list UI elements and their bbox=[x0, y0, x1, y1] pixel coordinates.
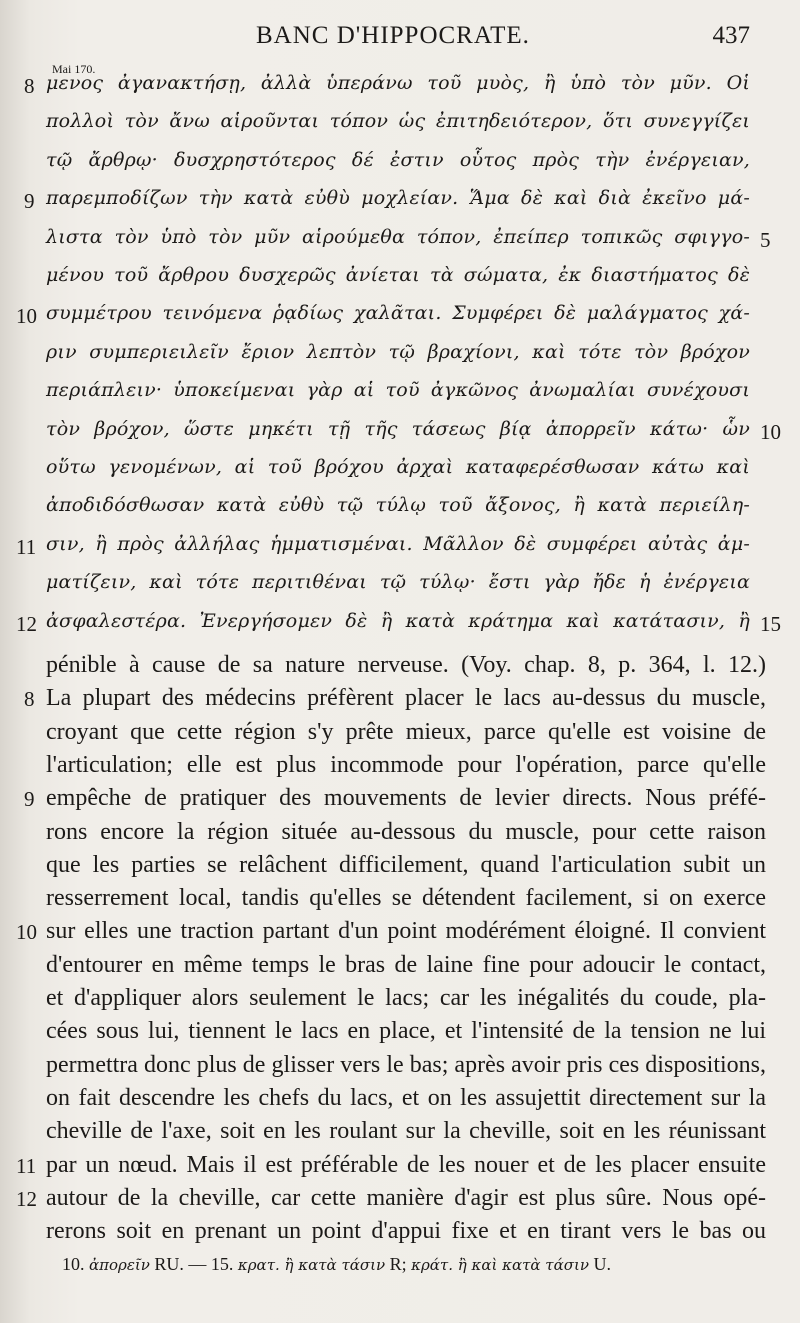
footnote-sigla-1: RU. — 15. bbox=[154, 1254, 234, 1274]
greek-section-number: 10 bbox=[16, 304, 37, 329]
greek-line: σιν, ἢ πρὸς ἀλλήλας ἡμματισμέναι. Μᾶλλον δὲ συμφέρει αὐτὰς ἀμ- bbox=[46, 532, 750, 555]
footnote-sigla-2: R; bbox=[389, 1254, 407, 1274]
greek-line: μένου τοῦ ἄρθρου δυσχερῶς ἀνίεται τὰ σώματα, ἐκ διαστήματος δὲ bbox=[46, 264, 750, 286]
french-section-number: 12 bbox=[16, 1186, 37, 1211]
greek-line: ἀσφαλεστέρα. Ἐνεργήσομεν δὲ ἢ κατὰ κράτημα καὶ κατάτασιν, ἢ bbox=[46, 609, 750, 632]
french-section-number: 9 bbox=[24, 787, 35, 812]
french-line: on fait descendre les chefs du lacs, et on les assujettit directement sur la bbox=[46, 1084, 766, 1111]
greek-line: τὸν βρόχον, ὥστε μηκέτι τῇ τῆς τάσεως βίᾳ ἀπορρεῖν κάτω· ὧν bbox=[46, 417, 750, 440]
greek-line: οὕτω γενομένων, αἱ τοῦ βρόχου ἀρχαὶ καταφερέσθωσαν κάτω καὶ bbox=[46, 456, 750, 478]
greek-line-number: 10 bbox=[760, 419, 781, 444]
french-line: croyant que cette région s'y prête mieux, parce qu'elle est voisine de bbox=[46, 718, 766, 745]
greek-line: τῷ ἄρθρῳ· δυσχρηστότερος δέ ἐστιν οὗτος πρὸς τὴν ἐνέργειαν, bbox=[46, 148, 750, 171]
greek-line: μενος ἀγανακτήσῃ, ἀλλὰ ὑπεράνω τοῦ μυὸς, ἢ ὑπὸ τὸν μῦν. Οἱ bbox=[46, 72, 750, 94]
date-note: Mai 170. bbox=[52, 62, 96, 76]
greek-line: ριν συμπεριειλεῖν ἔριον λεπτὸν τῷ βραχίονι, καὶ τότε τὸν βρόχον bbox=[46, 340, 750, 363]
greek-section-number: 11 bbox=[16, 534, 37, 559]
greek-section-number: 9 bbox=[24, 189, 35, 214]
page-number: 437 bbox=[712, 22, 750, 49]
french-line: pénible à cause de sa nature nerveuse. (Voy. chap. 8, p. 364, l. 12.) bbox=[46, 652, 766, 678]
running-title: BANC D'HIPPOCRATE. bbox=[256, 22, 530, 49]
french-line: d'entourer en même temps le bras de laine fine pour adoucir le contact, bbox=[46, 951, 766, 978]
greek-line-number: 5 bbox=[760, 227, 771, 252]
french-line: sur elles une traction partant d'un point modérément éloigné. Il convient bbox=[46, 918, 766, 945]
greek-line: πολλοὶ τὸν ἄνω αἱροῦνται τόπον ὡς ἐπιτηδειότερον, ὅτι συνεγγίζει bbox=[46, 110, 750, 133]
greek-section-number: 8 bbox=[24, 74, 35, 98]
greek-line-number: 15 bbox=[760, 611, 781, 636]
greek-section-number: 12 bbox=[16, 611, 37, 636]
greek-line: ματίζειν, καὶ τότε περιτιθέναι τῷ τύλῳ· ἔστι γὰρ ἤδε ἡ ἐνέργεια bbox=[46, 571, 750, 594]
footnote-greek-3: κράτ. ἢ καὶ κατὰ τάσιν bbox=[411, 1256, 589, 1274]
french-line: par un nœud. Mais il est préférable de les nouer et de les placer ensuite bbox=[46, 1151, 766, 1178]
french-line: resserrement local, tandis qu'elles se détendent facilement, si on exerce bbox=[46, 885, 766, 912]
greek-line: παρεμποδίζων τὴν κατὰ εὐθὺ μοχλείαν. Ἅμα δὲ καὶ διὰ ἐκεῖνο μά- bbox=[46, 187, 750, 210]
french-line: La plupart des médecins préfèrent placer le lacs au-dessus du muscle, bbox=[46, 685, 766, 712]
french-line: permettra donc plus de glisser vers le bas; après avoir pris ces dispositions, bbox=[46, 1051, 766, 1078]
footnote-greek-1: ἀπορεῖν bbox=[89, 1256, 150, 1274]
footnote-sigla-3: U. bbox=[593, 1254, 611, 1274]
french-line: que les parties se relâchent difficilement, quand l'articulation subit un bbox=[46, 851, 766, 878]
greek-line: περιάπλειν· ὑποκείμεναι γὰρ αἱ τοῦ ἀγκῶνος ἀνωμαλίαι συνέχουσι bbox=[46, 379, 750, 402]
french-section-number: 11 bbox=[16, 1153, 37, 1178]
french-section-number: 10 bbox=[16, 920, 37, 945]
french-line: empêche de pratiquer des mouvements de levier directs. Nous préfé- bbox=[46, 785, 766, 812]
page-header bbox=[0, 22, 800, 56]
french-line: l'articulation; elle est plus incommode pour l'opération, parce qu'elle bbox=[46, 751, 766, 778]
footnote bbox=[62, 1254, 742, 1275]
french-line: autour de la cheville, car cette manière d'agir est plus sûre. Nous opé- bbox=[46, 1184, 766, 1211]
french-line: rons encore la région située au-dessous du muscle, pour cette raison bbox=[46, 818, 766, 845]
greek-line: λιστα τὸν ὑπὸ τὸν μῦν αἱρούμεθα τόπον, ἐπείπερ τοπικῶς σφιγγο- bbox=[46, 225, 750, 248]
footnote-number: 10. bbox=[62, 1254, 85, 1274]
french-section-number: 8 bbox=[24, 687, 35, 712]
french-line: rerons soit en prenant un point d'appui fixe et en tirant vers le bas ou bbox=[46, 1218, 766, 1245]
greek-line: συμμέτρου τεινόμενα ῥᾳδίως χαλᾶται. Συμφέρει δὲ μαλάγματος χά- bbox=[46, 302, 750, 325]
footnote-greek-2: κρατ. ἢ κατὰ τάσιν bbox=[237, 1256, 386, 1274]
french-line: et d'appliquer alors seulement le lacs; car les inégalités du coude, pla- bbox=[46, 985, 766, 1011]
greek-line: ἀποδιδόσθωσαν κατὰ εὐθὺ τῷ τύλῳ τοῦ ἄξονος, ἢ κατὰ περιείλη- bbox=[46, 494, 750, 517]
french-line: cées sous lui, tiennent le lacs en place, et l'intensité de la tension ne lui bbox=[46, 1018, 766, 1045]
french-line: cheville de l'axe, soit en les roulant sur la cheville, soit en les réunissant bbox=[46, 1118, 766, 1145]
